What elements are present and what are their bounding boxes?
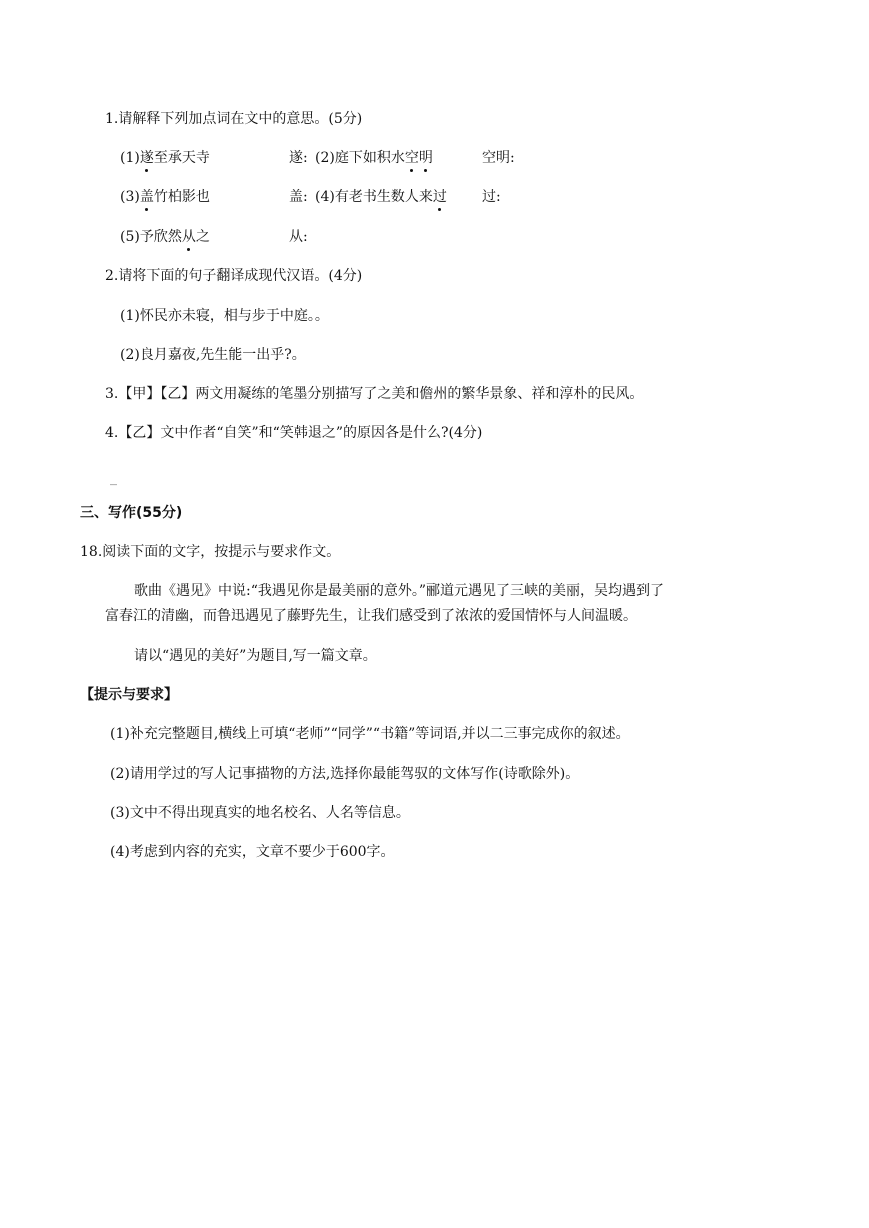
- q1-item-5: [120, 227, 210, 247]
- tips-requirement-4: (4)考虑到内容的充实，文章不要少于600字。: [110, 844, 395, 860]
- q2-sentence-1: (1)怀民亦未寝，相与步于中庭。。: [120, 308, 329, 324]
- q1-item-3: [120, 187, 210, 207]
- q18-prompt: 请以“遇见的美好”为题目,写一篇文章。: [134, 648, 377, 664]
- q1-item-5-dotted-word: 从: [181, 229, 196, 245]
- q1-item-1-dotted-word: 遂: [139, 150, 154, 166]
- q1-item-4-prefix: (4)有老书生数人来: [315, 189, 433, 205]
- q2-sentence-2: (2)良月嘉夜,先生能一出乎?。: [120, 347, 306, 363]
- q1-item-4: [315, 187, 447, 207]
- q1-item-3-suffix: 竹柏影也: [153, 189, 210, 205]
- q2-stem: 2.请将下面的句子翻译成现代汉语。(4分): [105, 268, 363, 284]
- q1-item-2-dotted-word-2: 明: [418, 150, 433, 166]
- q1-item-2-dotted-word-1: 空: [404, 150, 419, 166]
- q1-item-1-answer: [289, 148, 308, 168]
- q1-item-1: [120, 148, 210, 168]
- q18-passage-line-2: 富春江的清幽，而鲁迅遇见了藤野先生，让我们感受到了浓浓的爱国情怀与人间温暖。: [105, 608, 637, 624]
- section-3-title: 三、写作(55分): [80, 505, 183, 521]
- q18-passage-line-1: 歌曲《遇见》中说:“我遇见你是最美丽的意外。”郦道元遇见了三峡的美丽，吴均遇到了: [134, 583, 665, 599]
- q18-stem: 18.阅读下面的文字，按提示与要求作文。: [80, 544, 341, 560]
- tips-requirement-1: (1)补充完整题目,横线上可填“老师”“同学”“书籍”等词语,并以二三事完成你的叙述。: [110, 726, 630, 742]
- q1-item-2-answer-label: 空明:: [482, 150, 515, 166]
- q1-stem: 1.请解释下列加点词在文中的意思。(5分): [105, 111, 363, 127]
- q1-item-2-prefix: (2)庭下如积水: [315, 150, 405, 166]
- q1-item-5-answer-label: 从:: [289, 229, 308, 245]
- q3-text: 3.【甲】【乙】两文用凝练的笔墨分别描写了之美和儋州的繁华景象、祥和淳朴的民风。: [105, 386, 644, 402]
- tips-requirement-2: (2)请用学过的写人记事描物的方法,选择你最能驾驭的文体写作(诗歌除外)。: [110, 766, 580, 782]
- q1-item-3-prefix: (3): [120, 189, 140, 205]
- q1-item-2: [315, 148, 433, 168]
- q1-item-1-answer-label: 遂:: [289, 150, 308, 166]
- q1-item-5-suffix: 之: [195, 229, 210, 245]
- q1-item-3-answer-label: 盖:: [289, 189, 308, 205]
- q1-item-3-dotted-word: 盖: [139, 189, 154, 205]
- q1-item-1-suffix: 至承天寺: [153, 150, 210, 166]
- stray-dash: _: [110, 470, 117, 486]
- q1-item-1-prefix: (1): [120, 150, 140, 166]
- tips-requirement-3: (3)文中不得出现真实的地名校名、人名等信息。: [110, 805, 410, 821]
- tips-title: 【提示与要求】: [80, 687, 178, 703]
- q1-item-5-prefix: (5)予欣然: [120, 229, 182, 245]
- q1-item-4-answer-label: 过:: [482, 189, 501, 205]
- q4-text: 4.【乙】文中作者“自笑”和“笑韩退之”的原因各是什么?(4分): [105, 425, 483, 441]
- q1-item-4-dotted-word: 过: [432, 189, 447, 205]
